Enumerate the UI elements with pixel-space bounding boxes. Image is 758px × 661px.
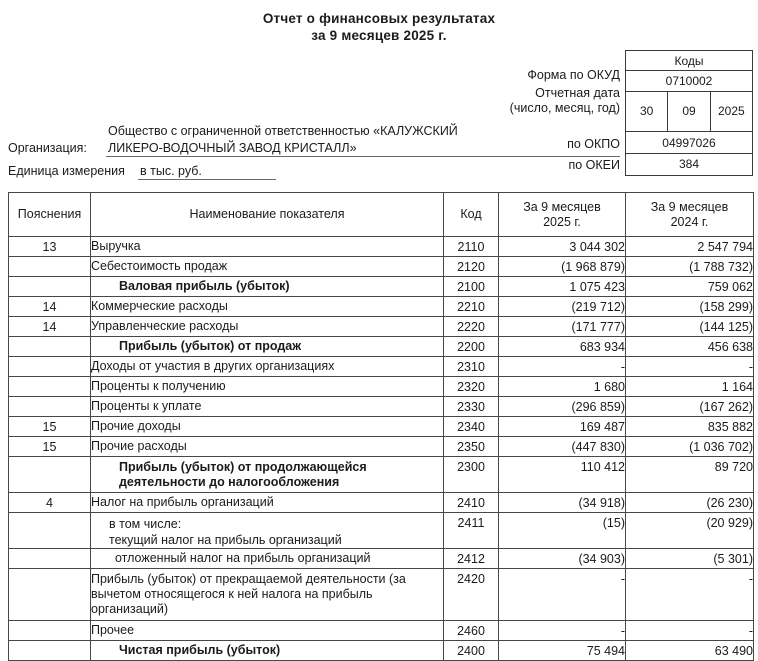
organization-name-line-1: Общество с ограниченной ответственностью «КАЛУЖСКИЙ: [108, 124, 458, 138]
header-indicator-name: Наименование показателя: [91, 193, 444, 237]
table-row: [9, 417, 754, 437]
table-row: [9, 237, 754, 257]
cell-notes: [9, 549, 91, 569]
cell-previous-period-value: 63 490: [626, 641, 754, 661]
cell-notes: [9, 357, 91, 377]
codes-year-value: 2025: [717, 104, 745, 118]
cell-code: 2410: [444, 493, 499, 513]
cell-indicator-name: Налог на прибыль организаций: [91, 493, 444, 513]
table-row: [9, 457, 754, 493]
codes-okpo-value: 04997026: [662, 136, 716, 150]
cell-current-period-value: (15): [499, 513, 626, 549]
codes-header-label: Коды: [674, 54, 704, 68]
cell-code: 2210: [444, 297, 499, 317]
cell-indicator-name-prefix: в том числе:: [109, 517, 182, 531]
cell-indicator-name: Валовая прибыль (убыток): [91, 277, 444, 297]
label-okpo: по ОКПО: [567, 137, 620, 151]
cell-code: 2411: [444, 513, 499, 549]
label-report-date: Отчетная дата: [535, 86, 620, 100]
cell-code: 2220: [444, 317, 499, 337]
cell-notes: 14: [9, 317, 91, 337]
table-row: [9, 641, 754, 661]
cell-code: 2120: [444, 257, 499, 277]
header-previous-line-1: За 9 месяцев: [650, 199, 729, 214]
cell-indicator-name: Прибыль (убыток) от продаж: [91, 337, 444, 357]
table-row: [9, 569, 754, 621]
cell-previous-period-value: 456 638: [626, 337, 754, 357]
cell-previous-period-value: 89 720: [626, 457, 754, 493]
cell-code: 2400: [444, 641, 499, 661]
cell-current-period-value: (171 777): [499, 317, 626, 337]
codes-date-row: [626, 92, 752, 132]
table-row: [9, 317, 754, 337]
cell-current-period-value: (296 859): [499, 397, 626, 417]
cell-previous-period-value: 1 164: [626, 377, 754, 397]
cell-code: 2310: [444, 357, 499, 377]
cell-previous-period-value: -: [626, 569, 754, 621]
header-previous-period: [626, 193, 754, 237]
cell-current-period-value: -: [499, 569, 626, 621]
header-notes: Пояснения: [9, 193, 91, 237]
cell-notes: [9, 277, 91, 297]
cell-notes: [9, 641, 91, 661]
cell-current-period-value: 683 934: [499, 337, 626, 357]
codes-header-row: [626, 51, 752, 71]
table-row: [9, 621, 754, 641]
cell-previous-period-value: (20 929): [626, 513, 754, 549]
cell-notes: [9, 257, 91, 277]
cell-code: 2110: [444, 237, 499, 257]
label-okud: Форма по ОКУД: [527, 68, 620, 82]
cell-indicator-name: [91, 513, 444, 549]
cell-indicator-name: отложенный налог на прибыль организаций: [91, 549, 444, 569]
cell-current-period-value: (34 903): [499, 549, 626, 569]
cell-current-period-value: 1 075 423: [499, 277, 626, 297]
cell-code: 2460: [444, 621, 499, 641]
table-row: [9, 493, 754, 513]
cell-indicator-name: Прочие доходы: [91, 417, 444, 437]
cell-indicator-name: Проценты к уплате: [91, 397, 444, 417]
cell-code: 2420: [444, 569, 499, 621]
table-row: [9, 397, 754, 417]
codes-okud-row: [626, 71, 752, 92]
cell-code: 2100: [444, 277, 499, 297]
unit-of-measure-value: в тыс. руб.: [140, 164, 202, 178]
cell-indicator-name: Прочее: [91, 621, 444, 641]
title-line-2: за 9 месяцев 2025 г.: [311, 28, 447, 43]
cell-current-period-value: 75 494: [499, 641, 626, 661]
cell-current-period-value: 1 680: [499, 377, 626, 397]
cell-notes: [9, 457, 91, 493]
title-line-1: Отчет о финансовых результатах: [262, 11, 496, 26]
cell-notes: [9, 569, 91, 621]
cell-previous-period-value: (167 262): [626, 397, 754, 417]
cell-current-period-value: (1 968 879): [499, 257, 626, 277]
cell-indicator-name: Прочие расходы: [91, 437, 444, 457]
codes-okei-value: 384: [678, 157, 700, 171]
codes-box: [625, 50, 753, 176]
cell-indicator-name: Прибыль (убыток) от продолжающейся деятельности до налогообложения: [91, 457, 444, 493]
organization-underline: [106, 156, 620, 157]
unit-of-measure-underline: [138, 179, 276, 180]
cell-notes: 15: [9, 417, 91, 437]
header-current-line-2: 2025 г.: [543, 214, 581, 229]
cell-indicator-name: Прибыль (убыток) от прекращаемой деятельности (за вычетом относящегося к ней налога на прибыль организаций): [91, 569, 444, 621]
cell-code: 2330: [444, 397, 499, 417]
cell-previous-period-value: (158 299): [626, 297, 754, 317]
cell-current-period-value: (447 830): [499, 437, 626, 457]
table-row: [9, 357, 754, 377]
cell-previous-period-value: 2 547 794: [626, 237, 754, 257]
cell-previous-period-value: (1 036 702): [626, 437, 754, 457]
table-header-row: [9, 193, 754, 237]
cell-notes: [9, 513, 91, 549]
cell-notes: [9, 337, 91, 357]
cell-current-period-value: -: [499, 621, 626, 641]
cell-indicator-name: Себестоимость продаж: [91, 257, 444, 277]
cell-indicator-name: Чистая прибыль (убыток): [91, 641, 444, 661]
cell-previous-period-value: -: [626, 621, 754, 641]
cell-current-period-value: -: [499, 357, 626, 377]
cell-code: 2412: [444, 549, 499, 569]
table-row: [9, 437, 754, 457]
table-row: [9, 337, 754, 357]
cell-code: 2340: [444, 417, 499, 437]
cell-current-period-value: 110 412: [499, 457, 626, 493]
cell-current-period-value: 169 487: [499, 417, 626, 437]
organization-label: Организация:: [8, 141, 87, 155]
cell-notes: 13: [9, 237, 91, 257]
cell-indicator-name: Коммерческие расходы: [91, 297, 444, 317]
header-code: Код: [444, 193, 499, 237]
cell-notes: 15: [9, 437, 91, 457]
cell-previous-period-value: (1 788 732): [626, 257, 754, 277]
codes-day-value: 30: [626, 92, 668, 131]
cell-previous-period-value: (5 301): [626, 549, 754, 569]
cell-code: 2300: [444, 457, 499, 493]
codes-month-value: 09: [668, 92, 710, 131]
cell-previous-period-value: (144 125): [626, 317, 754, 337]
cell-notes: [9, 621, 91, 641]
cell-indicator-name: Выручка: [91, 237, 444, 257]
cell-previous-period-value: (26 230): [626, 493, 754, 513]
codes-okei-row: [626, 154, 752, 175]
cell-code: 2200: [444, 337, 499, 357]
label-okei: по ОКЕИ: [568, 158, 620, 172]
codes-okud-value: 0710002: [665, 74, 713, 88]
header-current-period: [499, 193, 626, 237]
cell-current-period-value: (219 712): [499, 297, 626, 317]
cell-previous-period-value: -: [626, 357, 754, 377]
codes-okpo-row: [626, 132, 752, 154]
header-current-line-1: За 9 месяцев: [523, 199, 601, 214]
cell-indicator-name: текущий налог на прибыль организаций: [109, 533, 342, 547]
cell-current-period-value: 3 044 302: [499, 237, 626, 257]
organization-name-line-2: ЛИКЕРО-ВОДОЧНЫЙ ЗАВОД КРИСТАЛЛ»: [108, 141, 357, 155]
cell-indicator-name: Доходы от участия в других организациях: [91, 357, 444, 377]
header-previous-line-2: 2024 г.: [670, 214, 709, 229]
table-body: [9, 237, 754, 661]
cell-notes: [9, 377, 91, 397]
unit-of-measure-label: Единица измерения: [8, 164, 125, 178]
financial-results-table: [8, 192, 754, 661]
cell-notes: 4: [9, 493, 91, 513]
cell-previous-period-value: 759 062: [626, 277, 754, 297]
cell-indicator-name: Управленческие расходы: [91, 317, 444, 337]
table-row: [9, 377, 754, 397]
cell-code: 2350: [444, 437, 499, 457]
table-row: [9, 277, 754, 297]
cell-code: 2320: [444, 377, 499, 397]
cell-notes: 14: [9, 297, 91, 317]
document-title: [0, 10, 758, 45]
cell-previous-period-value: 835 882: [626, 417, 754, 437]
cell-indicator-name: Проценты к получению: [91, 377, 444, 397]
cell-current-period-value: (34 918): [499, 493, 626, 513]
table-row: [9, 549, 754, 569]
label-report-date-sub: (число, месяц, год): [509, 101, 620, 115]
table-row: [9, 257, 754, 277]
table-row: [9, 513, 754, 549]
table-row: [9, 297, 754, 317]
cell-notes: [9, 397, 91, 417]
